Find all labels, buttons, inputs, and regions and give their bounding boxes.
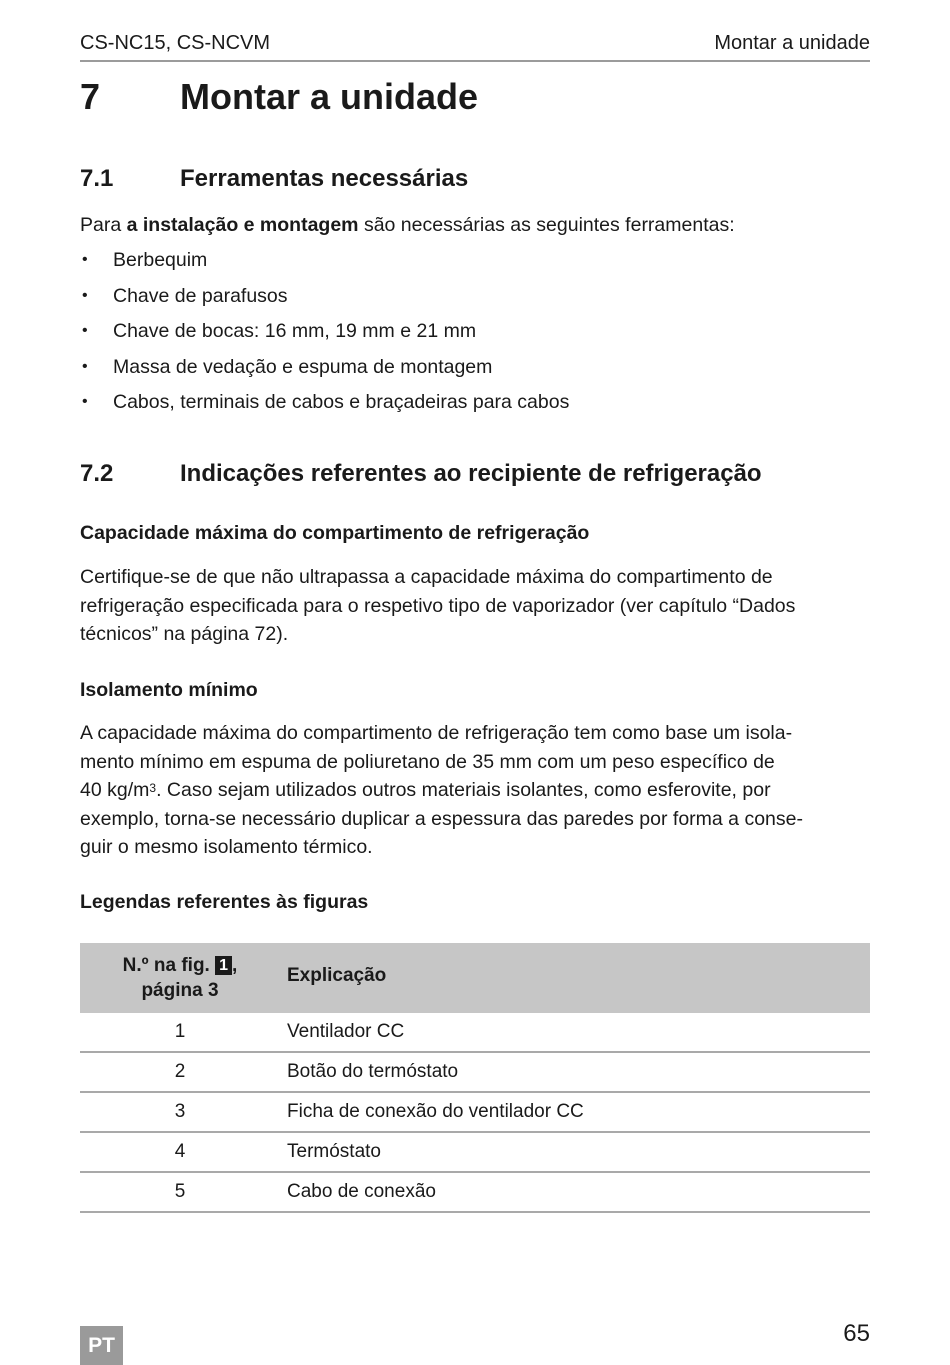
insulation-unit: 40 kg/m — [80, 779, 150, 801]
tools-intro-pre: Para — [80, 214, 127, 236]
tools-intro — [80, 211, 870, 240]
list-item — [80, 282, 870, 318]
tools-intro-post: são necessárias as seguintes ferramentas: — [358, 214, 735, 236]
header-section: Montar a unidade — [714, 32, 870, 54]
bullet-icon: • — [82, 286, 88, 304]
row-explanation: Botão do termóstato — [287, 1061, 459, 1082]
section-7-1-title: Ferramentas necessárias — [180, 165, 469, 192]
insulation-line: exemplo, torna-se necessário duplicar a espessura das paredes por forma a conse- — [80, 807, 803, 830]
bullet-icon: • — [82, 251, 88, 268]
column-header-comma: , — [232, 955, 238, 976]
row-number: 4 — [174, 1141, 186, 1162]
insulation-text — [80, 719, 870, 862]
table-row — [80, 1093, 870, 1133]
insulation-line: guir o mesmo isolamento térmico. — [80, 836, 373, 858]
table-row — [80, 1053, 870, 1093]
language-badge: PT — [80, 1326, 123, 1365]
row-number: 3 — [174, 1101, 186, 1122]
column-header-number — [80, 953, 280, 1003]
row-number: 1 — [174, 1021, 186, 1042]
capacity-line: Certifique-se de que não ultrapassa a capacidade máxima do compartimento de — [80, 566, 773, 588]
bullet-icon: • — [82, 357, 88, 375]
list-item — [80, 388, 870, 424]
column-header-number-label: N.º na fig. — [122, 955, 210, 976]
list-item — [80, 317, 870, 353]
row-explanation: Ventilador CC — [287, 1021, 405, 1042]
insulation-line: A capacidade máxima do compartimento de refrigeração tem como base um isola- — [80, 722, 793, 744]
table-row — [80, 1013, 870, 1053]
capacity-line: refrigeração especificada para o respetivo tipo de vaporizador (ver capítulo “Dados — [80, 594, 796, 617]
list-item-text: Massa de vedação e espuma de montagem — [113, 355, 493, 378]
section-7-2-title: Indicações referentes ao recipiente de refrigeração — [180, 460, 762, 487]
section-7-2-number: 7.2 — [80, 460, 114, 487]
column-header-explanation: Explicação — [287, 965, 387, 986]
insulation-line-rest: . Caso sejam utilizados outros materiais isolantes, como esferovite, por — [156, 779, 771, 801]
list-item — [80, 353, 870, 389]
list-item-text: Cabos, terminais de cabos e braçadeiras para cabos — [113, 391, 570, 414]
chapter-title: Montar a unidade — [180, 76, 479, 117]
tools-intro-bold: a instalação e montagem — [126, 214, 359, 236]
list-item — [80, 246, 870, 282]
list-item-text: Berbequim — [113, 249, 208, 271]
list-item-text: Chave de parafusos — [113, 284, 288, 307]
row-explanation: Ficha de conexão do ventilador CC — [287, 1101, 584, 1122]
capacity-line: técnicos” na página 72). — [80, 623, 289, 645]
bullet-icon: • — [82, 393, 88, 411]
column-header-page: página 3 — [141, 980, 219, 1001]
legend-heading: Legendas referentes às figuras — [80, 891, 369, 913]
tools-list — [80, 246, 870, 424]
section-7-1-number: 7.1 — [80, 165, 114, 192]
capacity-heading: Capacidade máxima do compartimento de refrigeração — [80, 522, 590, 544]
capacity-text — [80, 563, 870, 649]
bullet-icon: • — [82, 322, 88, 340]
superscript: 3 — [149, 781, 157, 795]
row-number: 5 — [174, 1181, 186, 1202]
insulation-line — [80, 776, 870, 805]
table-row — [80, 1133, 870, 1173]
page-header — [80, 30, 870, 62]
page-number: 65 — [843, 1320, 870, 1347]
row-explanation: Cabo de conexão — [287, 1181, 436, 1202]
table-header — [80, 943, 870, 1013]
row-number: 2 — [174, 1061, 186, 1082]
header-model: CS-NC15, CS-NCVM — [80, 32, 271, 54]
list-item-text: Chave de bocas: 16 mm, 19 mm e 21 mm — [113, 320, 477, 343]
figure-badge: 1 — [215, 956, 232, 975]
insulation-heading: Isolamento mínimo — [80, 679, 258, 701]
table-row — [80, 1173, 870, 1213]
row-explanation: Termóstato — [287, 1141, 381, 1162]
chapter-number: 7 — [80, 76, 101, 117]
legend-table — [80, 943, 870, 1213]
insulation-line: mento mínimo em espuma de poliuretano de 35 mm com um peso específico de — [80, 750, 775, 773]
